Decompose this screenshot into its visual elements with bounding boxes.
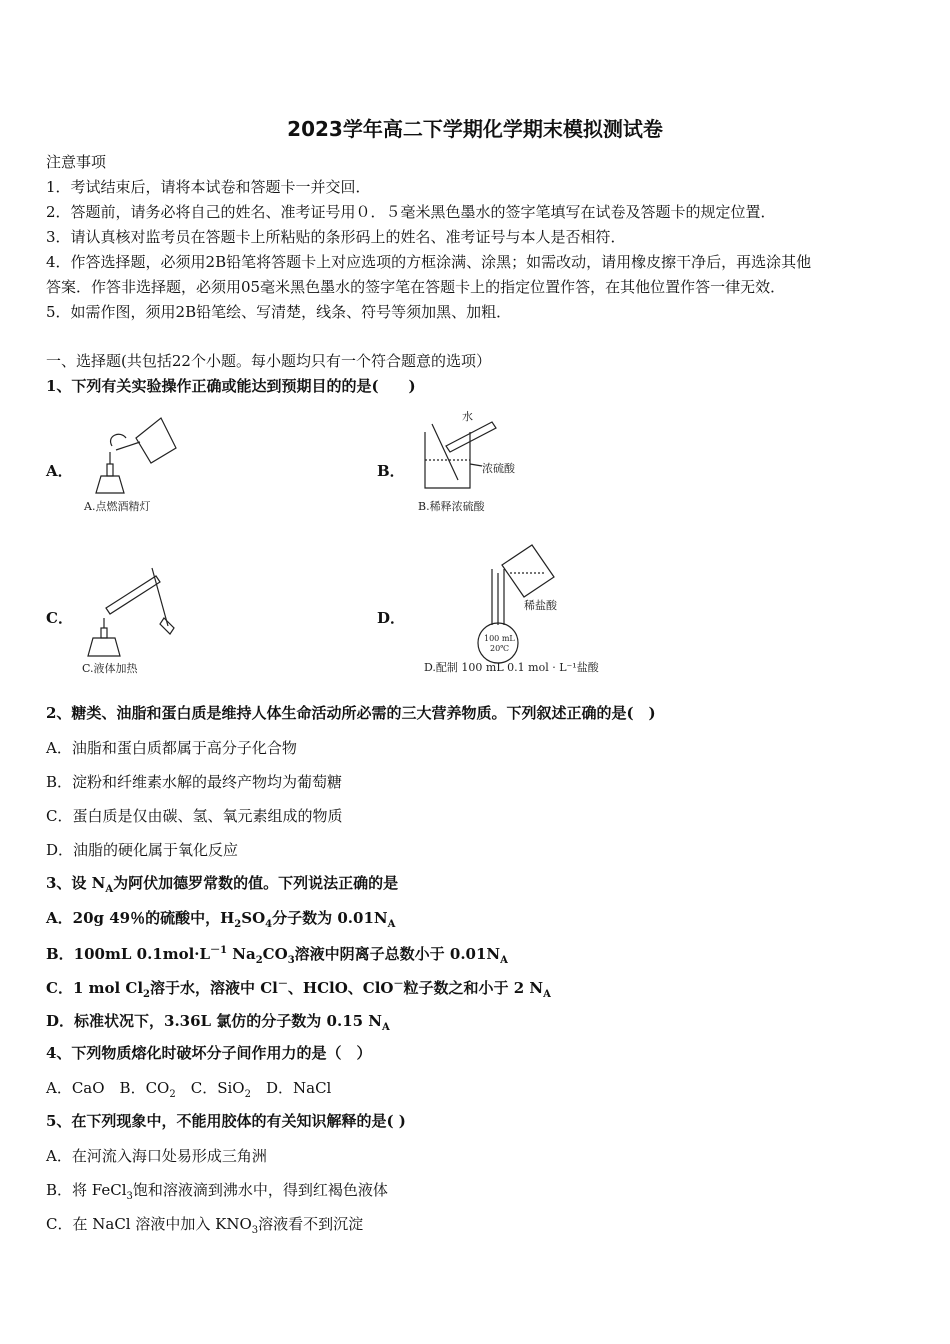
q5-stem: 5、在下列现象中，不能用胶体的有关知识解释的是( ) [46,1112,406,1130]
q1-option-c-caption: C.液体加热 [82,662,138,675]
q3-option-c: C．1 mol $Cl_2$溶于水，溶液中 Cl－、HClO、ClO－粒子数之和小于 2 $N_A$ [46,979,551,1000]
q5-option-c: C．在 NaCl 溶液中加入 $KNO_3$溶液看不到沉淀 [46,1215,364,1236]
q1-option-a-figure [76,408,196,518]
q2-option-b: B．淀粉和纤维素水解的最终产物均为葡萄糖 [46,773,343,791]
q1-option-a-caption: A.点燃酒精灯 [84,500,151,513]
q5-option-a: A．在河流入海口处易形成三角洲 [46,1147,267,1165]
q1-option-b-letter: B． [377,462,405,480]
q1-stem: 1、下列有关实验操作正确或能达到预期目的的是( ) [46,377,416,395]
q1-option-d-letter: D． [377,609,406,627]
q1-option-b-figure [410,408,540,518]
section-heading: 一、选择题(共包括22个小题。每小题均只有一个符合题意的选项） [46,352,491,370]
q3-option-d: D．标准状况下，3.36L 氯仿的分子数为 0.15 $N_A$ [46,1012,390,1033]
q1-option-b-acid-label: 浓硫酸 [482,462,515,475]
q1-option-b-caption: B.稀释浓硫酸 [418,500,485,513]
q5-option-b: B．将 FeCl$_3$饱和溶液滴到沸水中，得到红褐色液体 [46,1181,388,1202]
notice-item-4: 4．作答选择题，必须用2B铅笔将答题卡上对应选项的方框涂满、涂黑；如需改动，请用橡皮擦干净后，再选涂其他 [46,253,812,271]
notice-item-4-cont: 答案．作答非选择题，必须用05毫米黑色墨水的签字笔在答题卡上的指定位置作答，在其他位置作答一律无效． [46,278,786,296]
q1-option-b-water-label: 水 [462,410,473,423]
q2-option-c: C．蛋白质是仅由碳、氢、氧元素组成的物质 [46,807,343,825]
q1-option-d-figure [420,543,620,679]
q1-option-d-flask-volume: 100 mL [484,634,515,643]
page-title: 2023学年高二下学期化学期末模拟测试卷 [287,117,663,141]
notice-item-5: 5．如需作图，须用2B铅笔绘、写清楚，线条、符号等须加黑、加粗． [46,303,512,321]
notice-item-3: 3．请认真核对监考员在答题卡上所粘贴的条形码上的姓名、准考证号与本人是否相符． [46,228,626,246]
q2-stem: 2、糖类、油脂和蛋白质是维持人体生命活动所必需的三大营养物质。下列叙述正确的是( ) [46,704,656,722]
q1-option-c-figure [76,558,196,678]
notice-item-1: 1．考试结束后，请将本试卷和答题卡一并交回． [46,178,371,196]
q3-stem: 3、设 $N_A$为阿伏加德罗常数的值。下列说法正确的是 [46,874,399,895]
q2-option-a: A．油脂和蛋白质都属于高分子化合物 [46,739,297,757]
q4-options: A．CaO B．$CO_2$ C．SiO$_2$ D．NaCl [46,1079,332,1100]
q3-option-b: B．100mL $0.1mol\cdot L^{-1}$ $Na_2CO_3$溶液中阴离子总数小于 $0.01N_A$ [46,945,508,966]
q3-option-a: A．20g 49％的硫酸中，$H_2SO_4$分子数为 $0.01N_A$ [46,909,396,930]
q1-option-d-caption: D.配制 100 mL 0.1 mol · L⁻¹盐酸 [424,661,599,674]
q1-option-d-acid-label: 稀盐酸 [524,599,557,612]
q1-option-d-flask-temp: 20℃ [490,644,510,653]
q1-option-c-letter: C． [46,609,73,627]
q1-option-a-letter: A． [46,462,73,480]
notice-item-2: 2．答题前，请务必将自己的姓名、准考证号用０．５毫米黑色墨水的签字笔填写在试卷及答题卡的规定位置． [46,203,776,221]
notice-heading: 注意事项 [46,153,107,171]
q2-option-d: D．油脂的硬化属于氧化反应 [46,841,239,859]
q4-stem: 4、下列物质熔化时破坏分子间作用力的是（ ） [46,1044,372,1062]
